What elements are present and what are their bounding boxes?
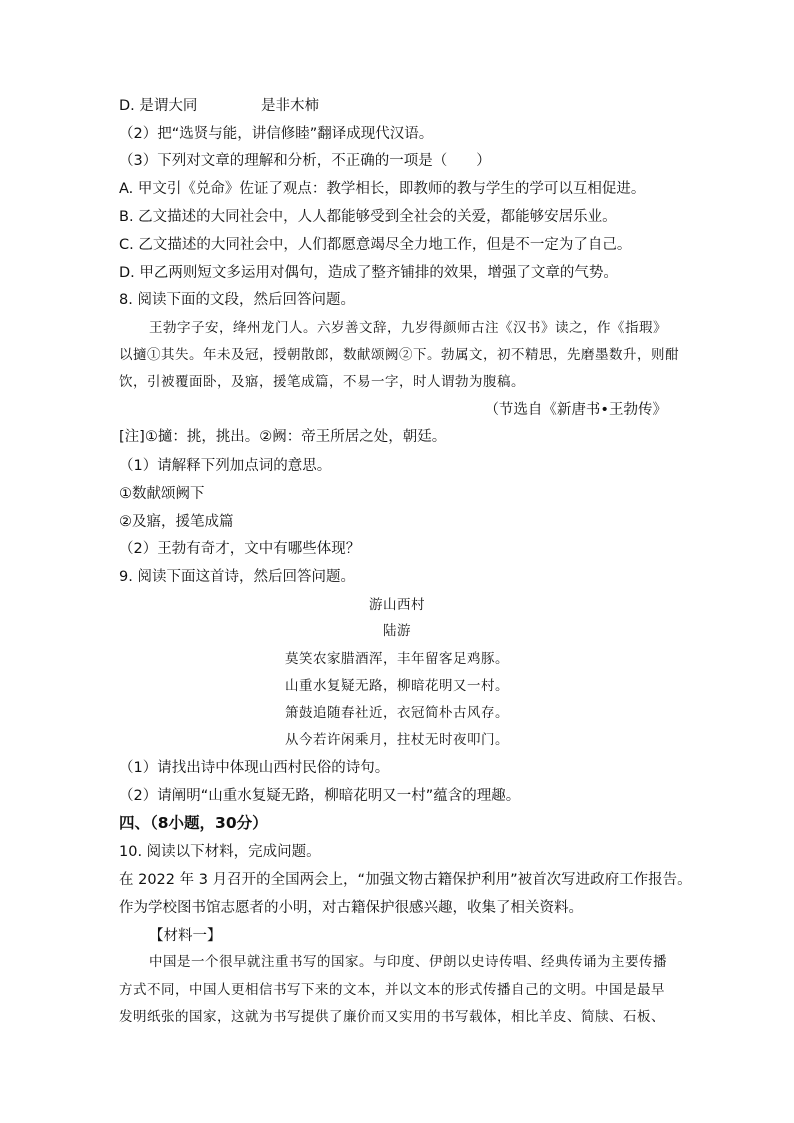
option-d-part2: 是非木柿 (261, 98, 319, 114)
poem-line-2: 山重水复疑无路，柳暗花明又一村。 (285, 678, 509, 694)
option-a: A. 甲文引《兑命》佐证了观点：教学相长，即教师的教与学生的学可以互相促进。 (119, 181, 646, 197)
question-2: （2）把“选贤与能，讲信修睦”翻译成现代汉语。 (119, 126, 434, 142)
question-8: 8. 阅读下面的文段，然后回答问题。 (119, 292, 355, 308)
poem-line-4: 从今若许闲乘月，拄杖无时夜叩门。 (285, 732, 509, 748)
option-b: B. 乙文描述的大同社会中，人人都能够受到全社会的关爱，都能够安居乐业。 (119, 209, 617, 225)
poem-author: 陆游 (383, 623, 411, 639)
question-10-intro-2: 作为学校图书馆志愿者的小明，对古籍保护很感兴趣，收集了相关资料。 (119, 900, 583, 916)
material-1-line-3: 发明纸张的国家，这就为书写提供了廉价而又实用的书写载体，相比羊皮、简牍、石板、 (119, 1009, 665, 1025)
question-9-2: （2）请阐明“山重水复疑无路，柳暗花明又一村”蕴含的理趣。 (119, 788, 521, 804)
option-c: C. 乙文描述的大同社会中，人们都愿意竭尽全力地工作，但是不一定为了自己。 (119, 237, 632, 253)
passage-8-line-3: 饮，引被覆面卧，及寤，援笔成篇，不易一字，时人谓勃为腹稿。 (119, 374, 525, 390)
question-8-1-b: ②及寤，援笔成篇 (119, 514, 234, 530)
poem-title: 游山西村 (369, 597, 425, 613)
option-d-line (119, 96, 197, 116)
option-d-part1: D. 是谓大同 (119, 98, 198, 114)
question-3: （3）下列对文章的理解和分析，不正确的一项是（ ） (119, 153, 491, 169)
option-d: D. 甲乙两则短文多运用对偶句，造成了整齐铺排的效果，增强了文章的气势。 (119, 265, 618, 281)
poem-line-3: 箫鼓追随春社近，衣冠简朴古风存。 (285, 705, 509, 721)
question-10: 10. 阅读以下材料，完成问题。 (119, 844, 321, 860)
passage-8-line-1: 王勃字子安，绛州龙门人。六岁善文辞，九岁得颜师古注《汉书》读之，作《指瑕》 (149, 320, 667, 336)
passage-8-line-2: 以擿①其失。年未及冠，授朝散郎，数献颂阙②下。勃属文，初不精思，先磨墨数升，则酣 (119, 347, 679, 363)
question-9: 9. 阅读下面这首诗，然后回答问题。 (119, 569, 355, 585)
question-8-2: （2）王勃有奇才，文中有哪些体现？ (119, 541, 361, 557)
poem-line-1: 莫笑农家腊酒浑，丰年留客足鸡豚。 (285, 651, 509, 667)
material-1-heading: 【材料一】 (149, 928, 222, 944)
section-4-heading: 四、（8小题，30分） (119, 814, 268, 832)
question-8-1-a: ①数献颂阙下 (119, 486, 205, 502)
question-10-intro-1: 在 2022 年 3 月召开的全国两会上，“加强文物古籍保护利用”被首次写进政府工作报告。 (119, 872, 692, 888)
footnote: [注]①擿：挑，挑出。②阙：帝王所居之处，朝廷。 (119, 429, 447, 445)
material-1-line-1: 中国是一个很早就注重书写的国家。与印度、伊朗以史诗传唱、经典传诵为主要传播 (149, 954, 667, 970)
question-8-1: （1）请解释下列加点词的意思。 (119, 458, 332, 474)
material-1-line-2: 方式不同，中国人更相信书写下来的文本，并以文本的形式传播自己的文明。中国是最早 (119, 982, 665, 998)
passage-8-source: （节选自《新唐书•王勃传》 (484, 402, 667, 418)
question-9-1: （1）请找出诗中体现山西村民俗的诗句。 (119, 760, 390, 776)
